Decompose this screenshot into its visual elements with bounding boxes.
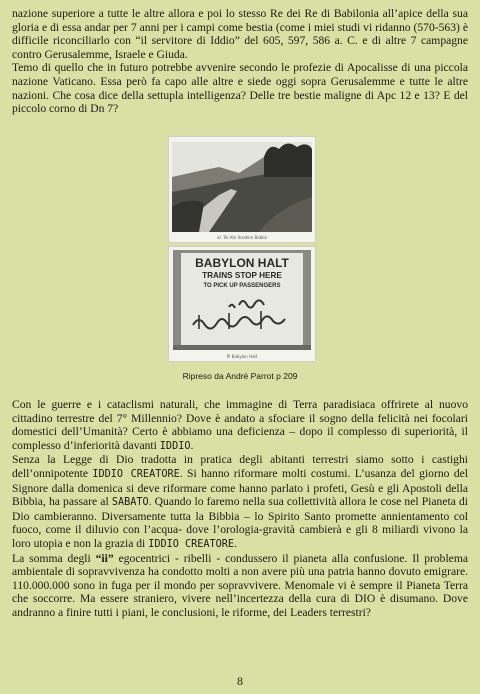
river-photo-image [169, 137, 315, 242]
photo-small-caption: al. Tel Ahr Ibrahim Babilo [217, 235, 267, 240]
photo-small-caption: Pl Babylon Halt [226, 354, 258, 359]
top-text [12, 7, 468, 116]
sign-text-3: TO PICK UP PASSENGERS [203, 283, 281, 289]
sign-photo-image [169, 247, 315, 361]
paragraph: Con le guerre e i cataclismi naturali, che immagine di Terra paradisiaca offrirete al nuovo cittadino terrestre del 7° Millennio? Dove è andato a sfociare il sogno della felicità nei focolari domestici dell’Umanità? Certo è abbiamo una deficienza – dopo il complesso di superiorità, il complesso d’inferiorità davanti IDDIO. [12, 398, 468, 452]
sabato-word: SABATO [111, 497, 149, 509]
ii-quote: “ii” [95, 551, 114, 565]
river-photo [168, 136, 316, 243]
paragraph: nazione superiore a tutte le altre allora e poi lo stesso Re dei Re di Babilonia all’apice della sua gloria e di essa andar per 7 anni per i campi come bestia (come i miei studi vi ridanno (570-563) è difficile riconciliarlo con “il servitore di Iddio” del 605, 597, 586 a. C. e di altre 7 campagne contro Gerusalemme, Israele e Giuda. [12, 7, 468, 61]
paragraph: Senza la Legge di Dio tradotta in pratica degli abitanti terrestri siamo sotto i castighi dell’onnipotente IDDIO CREATORE. Si hanno riformare molti costumi. L’usanza del giorno del Signore dalla domenica si deve riformare come hanno parlato i profeti, Gesù e gli Apostoli della Bibbia, ha passare al SABATO. Quando lo faremo nella sua collettività allora le cose nel Pianeta di Dio cambieranno. Diversamente tutta la Bibbia – lo Spirito Santo promette annientamento col fuoco, come il diluvio con l’acqua- dove l’orologia-gravità cambierà e gli 8 miliardi vivono la loro utopia e non la grazia di IDDIO CREATORE. [12, 453, 468, 550]
sign-photo [168, 246, 316, 362]
paragraph: La somma degli “ii” egocentrici - ribelli - condussero il pianeta alla confusione. Il problema ambientale di sopravvivenza ha condotto molti a non avere più una patria hanno dovuto emigrare. 110.000.000 sono in fuga per il mondo per sopravvivere. Menomale vi è sempre il Pianeta Terra che soccorre. Ma essere straniero, vivere nell’incertezza della cura di DIO è disumano. Dove andranno a finire tutti i piani, le conclusioni, le riforme, dei Leaders terrestri? [12, 551, 468, 619]
bottom-text [12, 398, 468, 620]
paragraph: Temo di quello che in futuro potrebbe avvenire secondo le profezie di Apocalisse di una piccola nazione Vaticano. Essa però fa capo alle altre e siede oggi sopra Gerusalemme e tutte le altre nazioni. Che cosa dice della settupla intelligenza? Delle tre bestie maligne di Apc 12 e 13? E del piccolo corno di Dn 7? [12, 61, 468, 116]
sign-text-1: BABYLON HALT [195, 256, 289, 270]
page-number: 8 [237, 674, 243, 688]
name-iddio-creatore: IDDIO CREATORE [92, 468, 180, 480]
figure-caption: Ripreso da André Parrot p 209 [182, 371, 298, 381]
sign-text-2: TRAINS STOP HERE [202, 271, 282, 280]
name-iddio: IDDIO [159, 440, 191, 452]
name-iddio-creatore: IDDIO CREATORE [148, 538, 235, 550]
